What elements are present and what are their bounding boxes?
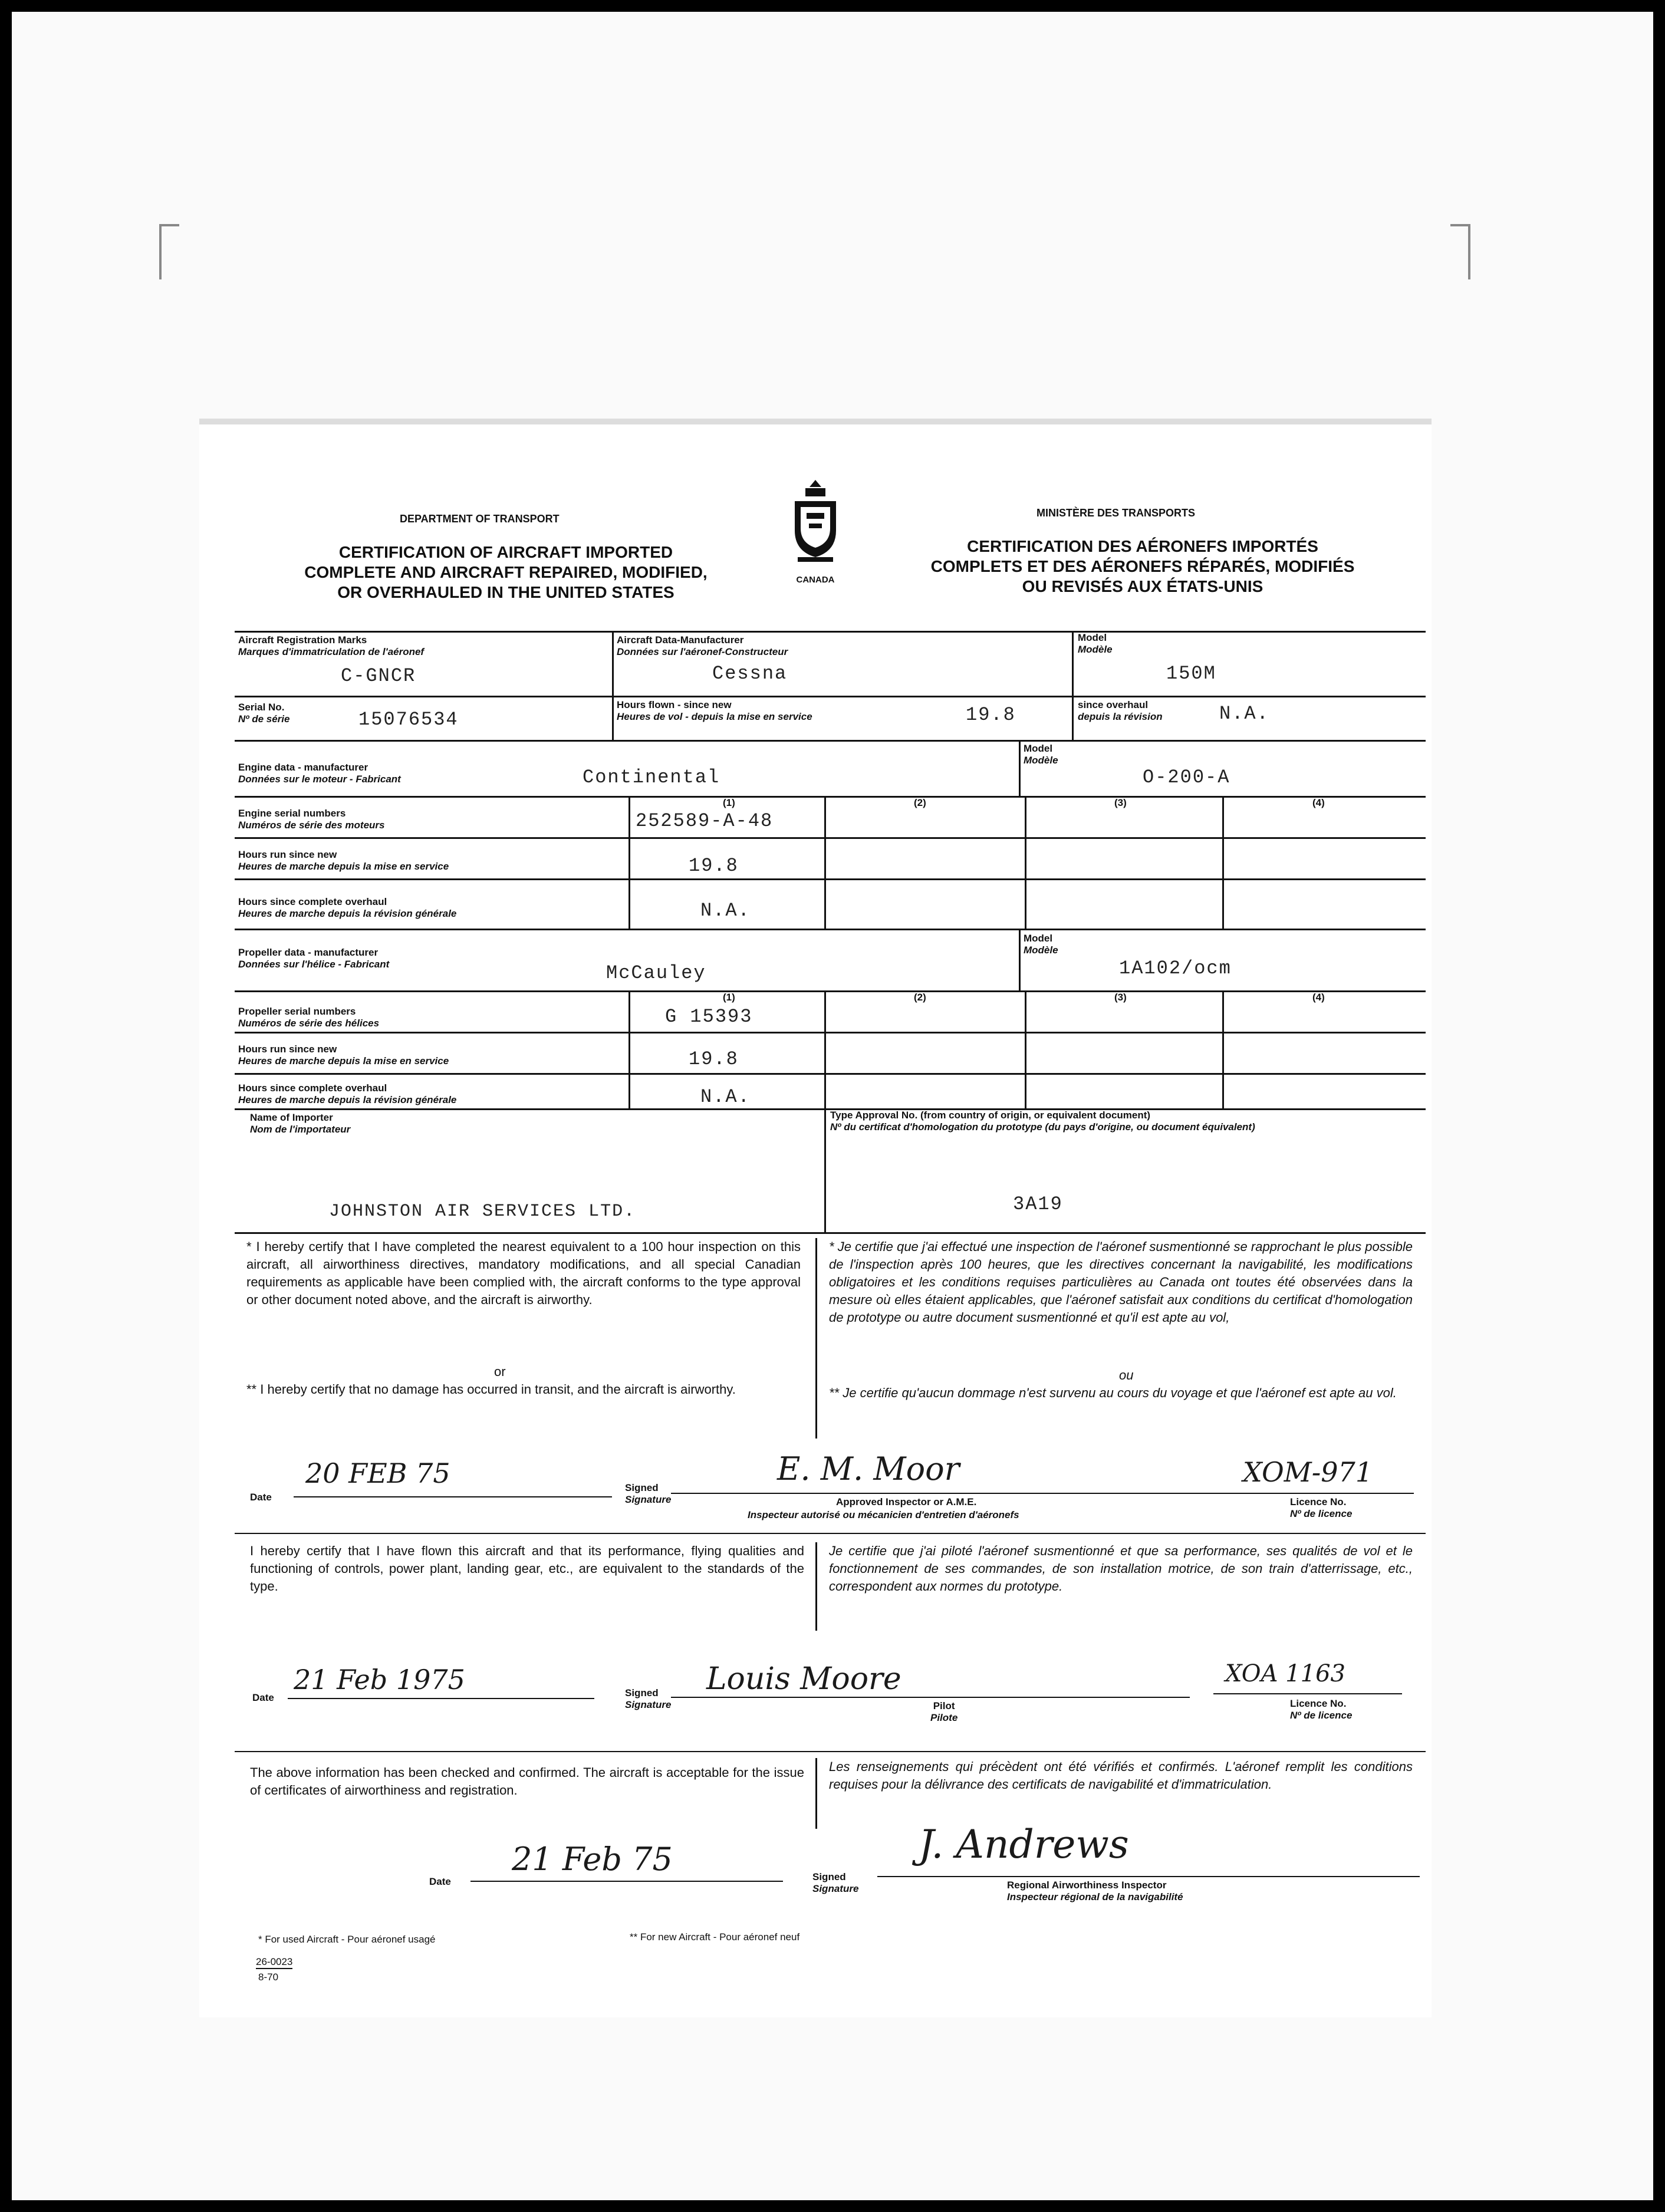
prop-hours-oh-1: N.A.	[700, 1086, 751, 1108]
rule	[1213, 1693, 1402, 1694]
rule	[629, 990, 630, 1108]
prop-col-1: (1)	[723, 992, 735, 1003]
rule	[1019, 740, 1021, 796]
prop-hours-oh-label: Hours since complete overhaul Heures de marche depuis la révision générale	[238, 1082, 457, 1105]
rule	[235, 1533, 1426, 1534]
cert1-licence-value: XOM-971	[1243, 1456, 1373, 1488]
cert1-en-text: * I hereby certify that I have completed the nearest equivalent to a 100 hour inspection on this aircraft, all airworthiness directives, mandatory modifications, and all special Canadian requirements as applicable have been complied with, the aircraft conforms to the type approval or other document noted above, and the aircraft is airworthy.	[246, 1239, 801, 1307]
cert1-en-or: or	[494, 1364, 506, 1379]
importer-label: Name of Importer Nom de l'importateur	[250, 1112, 351, 1135]
prop-serial-1: G 15393	[665, 1006, 753, 1028]
cert1-licence-label: Licence No. Nº de licence	[1290, 1496, 1353, 1519]
rule	[294, 1496, 612, 1497]
prop-manufacturer: McCauley	[606, 962, 706, 984]
cert1-fr-or: ou	[1119, 1368, 1134, 1382]
cert2-signed-label: Signed Signature	[625, 1687, 672, 1710]
engine-manufacturer: Continental	[583, 766, 720, 788]
cert2-licence-value: XOA 1163	[1225, 1660, 1345, 1687]
cert2-date-label: Date	[252, 1692, 274, 1703]
cert2-en-text: I hereby certify that I have flown this aircraft and that its performance, flying qualities and functioning of controls, power plant, landing gear, etc., are equivalent to the standards of the type.	[250, 1543, 804, 1594]
rule	[235, 740, 1426, 742]
cert3-signed-label: Signed Signature	[812, 1871, 859, 1894]
rule	[1222, 796, 1224, 929]
prop-col-3: (3)	[1114, 992, 1127, 1003]
cert2-signature: Louis Moore	[706, 1661, 901, 1697]
engine-col-1: (1)	[723, 797, 735, 808]
engine-serial-1: 252589-A-48	[636, 810, 774, 832]
dept-en: DEPARTMENT OF TRANSPORT	[400, 513, 560, 525]
hours-flown-label: Hours flown - since new Heures de vol - depuis la mise en service	[617, 699, 812, 722]
overhaul-label: since overhaul depuis la révision	[1078, 699, 1163, 722]
certification-form	[199, 419, 1432, 2017]
prop-model-label: Model Modèle	[1024, 933, 1058, 956]
prop-data-label: Propeller data - manufacturer Données sur l'hélice - Fabricant	[238, 947, 390, 970]
hours-flown-value: 19.8	[966, 704, 1016, 726]
dept-fr: MINISTÈRE DES TRANSPORTS	[1036, 507, 1196, 519]
engine-hours-oh-1: N.A.	[700, 900, 751, 921]
rule	[671, 1493, 1261, 1494]
cert3-date-value: 21 Feb 75	[512, 1841, 673, 1878]
engine-col-2: (2)	[914, 797, 926, 808]
cert2-date-value: 21 Feb 1975	[294, 1664, 465, 1696]
cert2-role: Pilot Pilote	[930, 1700, 958, 1723]
rule	[671, 1697, 1190, 1698]
rule	[235, 878, 1426, 880]
rule	[235, 837, 1426, 839]
form-date: 8-70	[258, 1971, 279, 1983]
rule	[288, 1698, 594, 1699]
rule	[235, 631, 1426, 633]
canada-coat-of-arms	[789, 478, 842, 585]
cert1-fr-text-2: ** Je certifie qu'aucun dommage n'est survenu au cours du voyage et que l'aéronef est apte au vol.	[829, 1385, 1397, 1400]
rule	[235, 696, 1426, 697]
rule	[1025, 990, 1026, 1108]
cert3-fr-text: Les renseignements qui précèdent ont été vérifiés et confirmés. L'aéronef remplit les conditions requises pour la délivrance des certificats de navigabilité et d'immatriculation.	[829, 1759, 1413, 1792]
title-en: CERTIFICATION OF AIRCRAFT IMPORTED COMPLETE AND AIRCRAFT REPAIRED, MODIFIED, OR OVERHAULED IN THE UNITED STATES	[304, 543, 708, 601]
prop-serial-label: Propeller serial numbers Numéros de série des hélices	[238, 1006, 380, 1029]
rule	[1237, 1493, 1414, 1494]
rule	[815, 1758, 817, 1829]
rule	[629, 796, 630, 929]
rule	[1072, 631, 1074, 740]
rule	[235, 796, 1426, 798]
prop-col-4: (4)	[1312, 992, 1325, 1003]
overhaul-value: N.A.	[1219, 703, 1269, 725]
rule	[235, 1751, 1426, 1752]
cert1-date-value: 20 FEB 75	[305, 1457, 450, 1489]
rule	[235, 1073, 1426, 1075]
rule	[1025, 796, 1026, 929]
cert3-signature: J. Andrews	[919, 1822, 1129, 1867]
serial-label: Serial No. Nº de série	[238, 702, 290, 725]
cert1-role-en: Approved Inspector or A.M.E.	[836, 1496, 977, 1507]
rule	[824, 990, 826, 1108]
mfr-value: Cessna	[712, 663, 788, 684]
title-fr: CERTIFICATION DES AÉRONEFS IMPORTÉS COMPLETS ET DES AÉRONEFS RÉPARÉS, MODIFIÉS OU REVISÉS AUX ÉTATS-UNIS	[930, 537, 1355, 595]
model-label: Model Modèle	[1078, 632, 1113, 655]
cert3-date-label: Date	[429, 1876, 451, 1887]
cert1-en-text-2: ** I hereby certify that no damage has occurred in transit, and the aircraft is airworthy.	[246, 1382, 736, 1397]
cert2-licence-label: Licence No. Nº de licence	[1290, 1698, 1353, 1721]
rule	[815, 1542, 817, 1631]
rule	[612, 631, 614, 740]
type-approval-label: Type Approval No. (from country of origin, or equivalent document) Nº du certificat d'homologation du prototype (du pays d'origine, ou document équivalent)	[830, 1110, 1255, 1133]
rule	[824, 1108, 826, 1232]
rule	[877, 1876, 1420, 1877]
footer-note-new: ** For new Aircraft - Pour aéronef neuf	[630, 1931, 800, 1943]
cert1-role-fr: Inspecteur autorisé ou mécanicien d'entretien d'aéronefs	[748, 1509, 1019, 1520]
rule	[1019, 929, 1021, 990]
crest-icon	[789, 478, 842, 572]
cert2-fr-text: Je certifie que j'ai piloté l'aéronef susmentionné et que sa performance, ses qualités de vol et le fonctionnement de ses commandes, de son installation motrice, de son train d'atterrissage, etc., correspondent aux normes du prototype.	[829, 1543, 1413, 1594]
cert3-role: Regional Airworthiness Inspector Inspecteur régional de la navigabilité	[1007, 1879, 1183, 1902]
engine-hours-oh-label: Hours since complete overhaul Heures de marche depuis la révision générale	[238, 896, 457, 919]
negative-background	[12, 12, 1653, 2200]
prop-hours-new-1: 19.8	[689, 1048, 739, 1070]
reg-value: C-GNCR	[341, 665, 416, 687]
crop-mark-left	[159, 224, 179, 279]
engine-data-label: Engine data - manufacturer Données sur le moteur - Fabricant	[238, 762, 401, 785]
engine-col-4: (4)	[1312, 797, 1325, 808]
type-approval-value: 3A19	[1013, 1193, 1063, 1215]
prop-model: 1A102/ocm	[1119, 957, 1232, 979]
cert1-fr-text: * Je certifie que j'ai effectué une inspection de l'aéronef susmentionné se rapprochant le plus possible de l'inspection après 100 heures, que les directives concernant la navigabilité, les modifications obligatoires et les conditions requises particulières au Canada ont toutes été observées dans la mesure où elles étaient applicables, que l'aéronef satisfait aux conditions du certificat d'homologation de prototype ou autre document susmentionné et qu'il est apte au vol,	[829, 1239, 1413, 1325]
engine-model-label: Model Modèle	[1024, 743, 1058, 766]
rule	[470, 1881, 783, 1882]
prop-hours-new-label: Hours run since new Heures de marche depuis la mise en service	[238, 1044, 449, 1066]
serial-value: 15076534	[358, 709, 459, 730]
rule	[815, 1238, 817, 1439]
cert3-en-text: The above information has been checked and confirmed. The aircraft is acceptable for the issue of certificates of airworthiness and registration.	[250, 1765, 804, 1798]
importer-value: JOHNSTON AIR SERVICES LTD.	[329, 1202, 636, 1222]
prop-col-2: (2)	[914, 992, 926, 1003]
rule	[235, 929, 1426, 930]
cert1-date-label: Date	[250, 1492, 272, 1503]
rule	[235, 1032, 1426, 1033]
rule	[235, 1232, 1426, 1234]
rule	[235, 990, 1426, 992]
footer-note-used: * For used Aircraft - Pour aéronef usagé	[258, 1934, 436, 1945]
crop-mark-right	[1450, 224, 1470, 279]
form-number: 26-0023	[256, 1956, 292, 1969]
engine-serial-label: Engine serial numbers Numéros de série des moteurs	[238, 808, 385, 831]
engine-col-3: (3)	[1114, 797, 1127, 808]
mfr-label: Aircraft Data-Manufacturer Données sur l'aéronef-Constructeur	[617, 634, 788, 657]
engine-hours-new-1: 19.8	[689, 855, 739, 877]
engine-hours-new-label: Hours run since new Heures de marche depuis la mise en service	[238, 849, 449, 872]
cert1-signature: E. M. Moor	[777, 1450, 960, 1487]
rule	[824, 796, 826, 929]
reg-label: Aircraft Registration Marks Marques d'immatriculation de l'aéronef	[238, 634, 425, 657]
cert1-signed-label: Signed Signature	[625, 1482, 672, 1505]
rule	[1222, 990, 1224, 1108]
engine-model: O-200-A	[1143, 766, 1230, 788]
crest-caption: CANADA	[796, 575, 835, 585]
model-value: 150M	[1166, 663, 1216, 684]
